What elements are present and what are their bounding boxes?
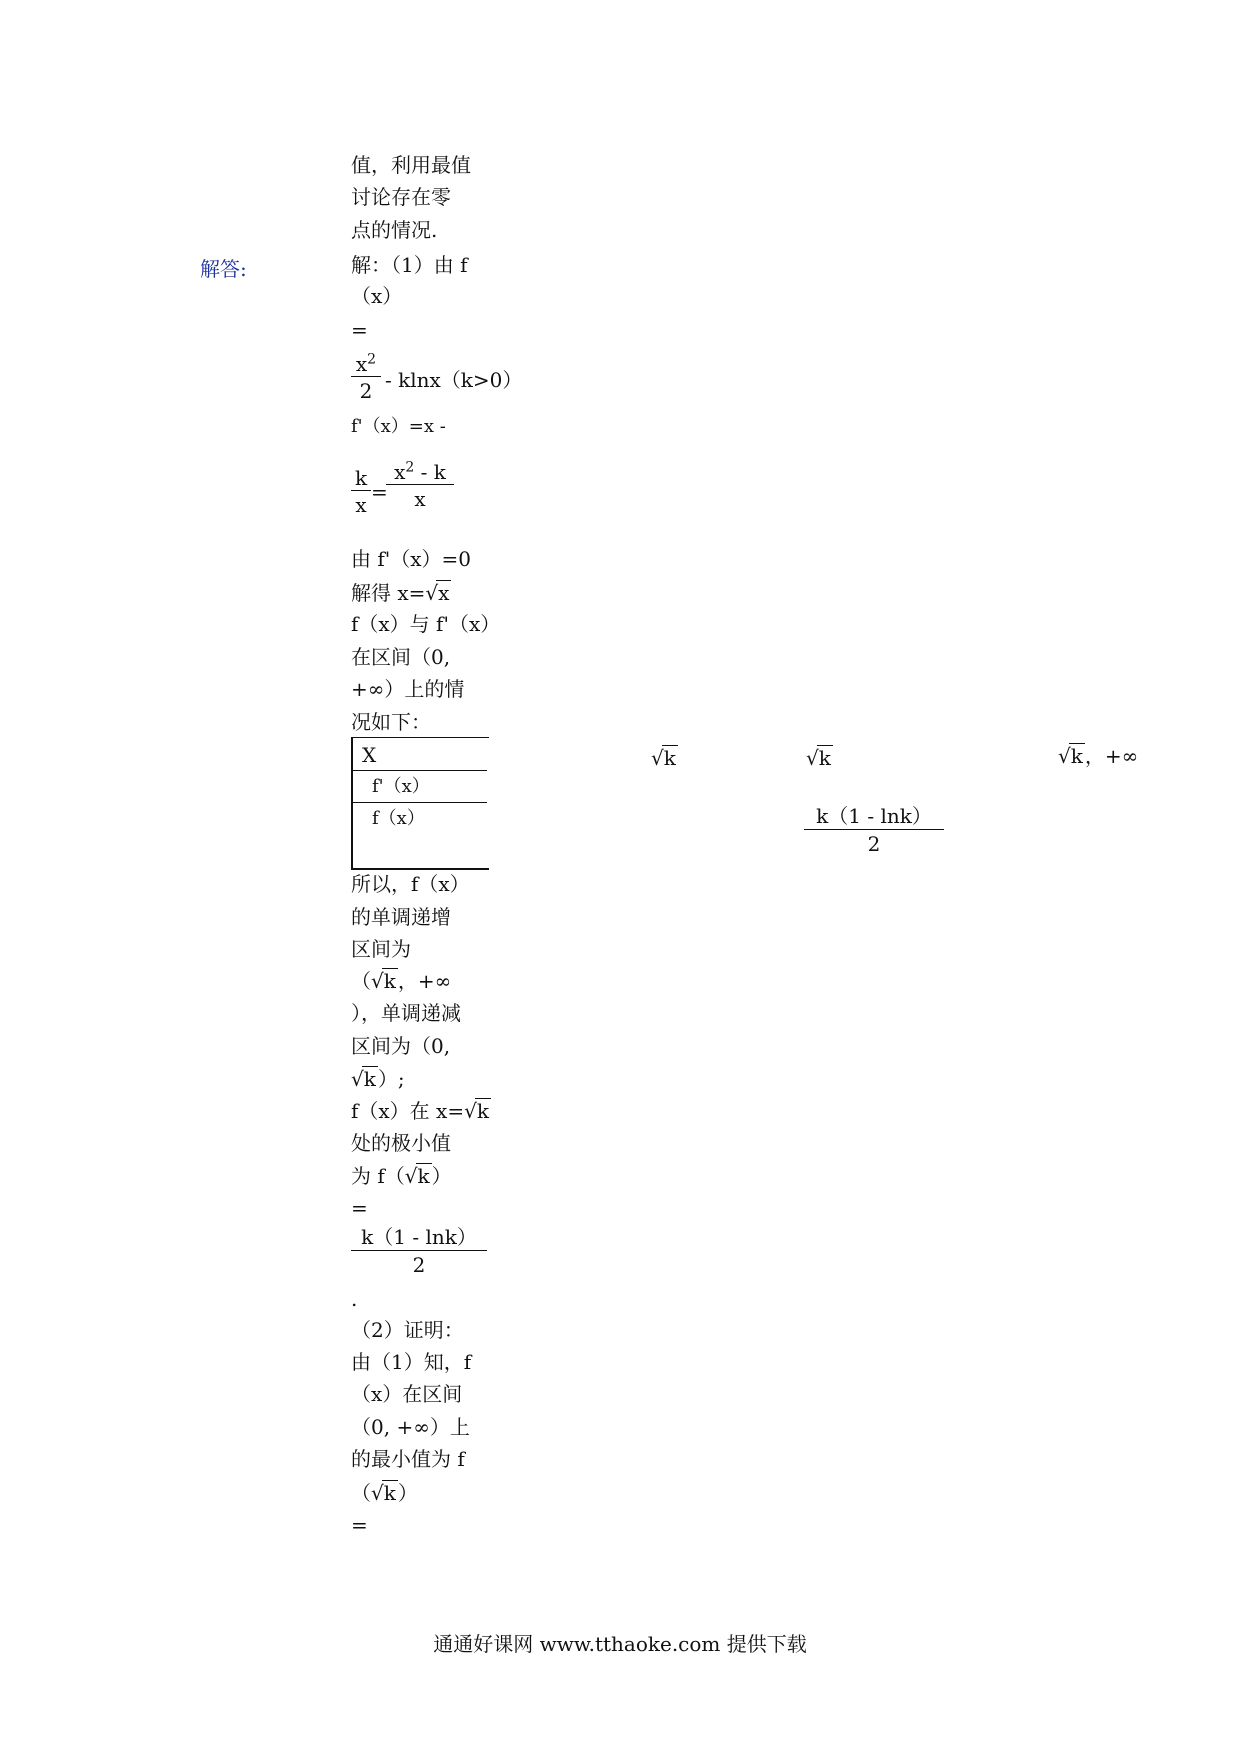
dec-line-2: 区间为（0, [351, 1034, 451, 1058]
deriv-n2-exp: 2 [405, 459, 415, 476]
inc-tail: ，+∞ [397, 969, 452, 993]
interval-line-3: +∞）上的情 [351, 677, 465, 701]
deriv-frac-2 [386, 460, 454, 511]
table-separator-1 [351, 770, 487, 771]
deriv-n2-rest: - k [414, 460, 446, 484]
sqrt-k-inc: √k [371, 969, 396, 993]
sqrt-k-part2: √k [371, 1481, 396, 1505]
deriv-line: f'（x）=x - [351, 416, 446, 437]
equals-1: = [351, 1196, 368, 1220]
sqrt-k-min-value: √k [404, 1164, 430, 1188]
table-sqrt-k-1 [651, 745, 678, 770]
min-value-expr [351, 1163, 452, 1188]
part2-line-3: （x）在区间 [351, 1382, 463, 1406]
step1-line-2: （x） [351, 284, 403, 308]
increasing-interval [351, 968, 451, 993]
interval-line-4: 况如下： [351, 710, 431, 734]
after-table-2: 的单调递增 [351, 905, 451, 929]
min-value-fraction [351, 1221, 487, 1277]
table-min-num: k（1 - lnk） [816, 804, 932, 828]
zero-text: 解得 x= [351, 581, 426, 605]
part2-equals: = [351, 1513, 368, 1537]
decreasing-interval-end [351, 1066, 405, 1091]
sqrt-k-2: √k [806, 746, 831, 770]
period: . [351, 1287, 358, 1311]
value-frac-den: 2 [351, 1250, 487, 1277]
fx-den: 2 [351, 376, 381, 403]
analysis-line-1: 值，利用最值 [351, 153, 471, 177]
dec-tail: ）; [377, 1067, 405, 1091]
sqrt-k-1: √k [651, 746, 676, 770]
after-table-3: 区间为 [351, 937, 411, 961]
zero-line-2 [351, 580, 451, 605]
min-at-line [351, 1098, 491, 1123]
part2-line-2: 由（1）知，f [351, 1350, 472, 1374]
value-frac-num: k（1 - lnk） [361, 1225, 477, 1249]
min-at-pre: f（x）在 x= [351, 1099, 465, 1123]
footer-watermark: 通通好课网 www.tthaoke.com 提供下载 [433, 1632, 807, 1656]
sqrt-k-dec: √k [351, 1067, 376, 1091]
min-value-pre: 为 f（ [351, 1164, 405, 1188]
dec-line-1: ），单调递减 [351, 1001, 461, 1025]
table-plus-inf: ，+∞ [1084, 744, 1139, 768]
fx-exp: 2 [367, 351, 377, 368]
deriv-frac-1 [351, 466, 371, 517]
analysis-line-3: 点的情况. [351, 218, 438, 242]
table-row-f: f（x） [372, 808, 425, 829]
inc-open: （ [351, 969, 371, 993]
deriv-n1: k [354, 466, 368, 490]
fx-fraction [351, 352, 381, 403]
table-min-den: 2 [804, 829, 944, 856]
table-sqrt-k-2 [806, 745, 833, 770]
sqrt-k-3: √k [1058, 744, 1083, 768]
sqrt-k-min-at: √k [464, 1099, 489, 1123]
deriv-d2: x [386, 484, 454, 511]
table-min-value [804, 800, 944, 856]
sqrt-x-radicand: x [438, 581, 450, 605]
part2-min-value [351, 1480, 418, 1505]
fx-rest: - klnx（k>0） [385, 368, 523, 392]
sqrt-x: √x [425, 581, 450, 605]
min-value-line: 处的极小值 [351, 1131, 451, 1155]
table-sqrt-k-3 [1058, 743, 1138, 768]
table-separator-2 [351, 802, 487, 803]
deriv-n2-base: x [394, 460, 406, 484]
min-value-post: ） [431, 1164, 452, 1188]
interval-line-1: f（x）与 f'（x） [351, 612, 501, 636]
zero-line-1: 由 f'（x）=0 [351, 547, 472, 571]
step1-line-1: 解：（1）由 f [351, 253, 468, 277]
part2-line-5: 的最小值为 f [351, 1447, 465, 1471]
part2-line-4: （0, +∞）上 [351, 1415, 470, 1439]
fx-num: x [355, 352, 368, 376]
part2-line-1: （2）证明： [351, 1318, 464, 1342]
part2-open: （ [351, 1481, 371, 1505]
analysis-line-2: 讨论存在零 [351, 185, 451, 209]
deriv-d1: x [351, 490, 371, 517]
after-table-1: 所以，f（x） [351, 872, 470, 896]
table-row-x: X [362, 743, 377, 767]
answer-label: 解答: [200, 257, 247, 281]
part2-close: ） [397, 1481, 418, 1505]
table-row-fprime: f'（x） [372, 776, 430, 797]
deriv-eq: = [371, 480, 388, 504]
step1-line-3: = [351, 318, 368, 342]
interval-line-2: 在区间（0, [351, 645, 451, 669]
